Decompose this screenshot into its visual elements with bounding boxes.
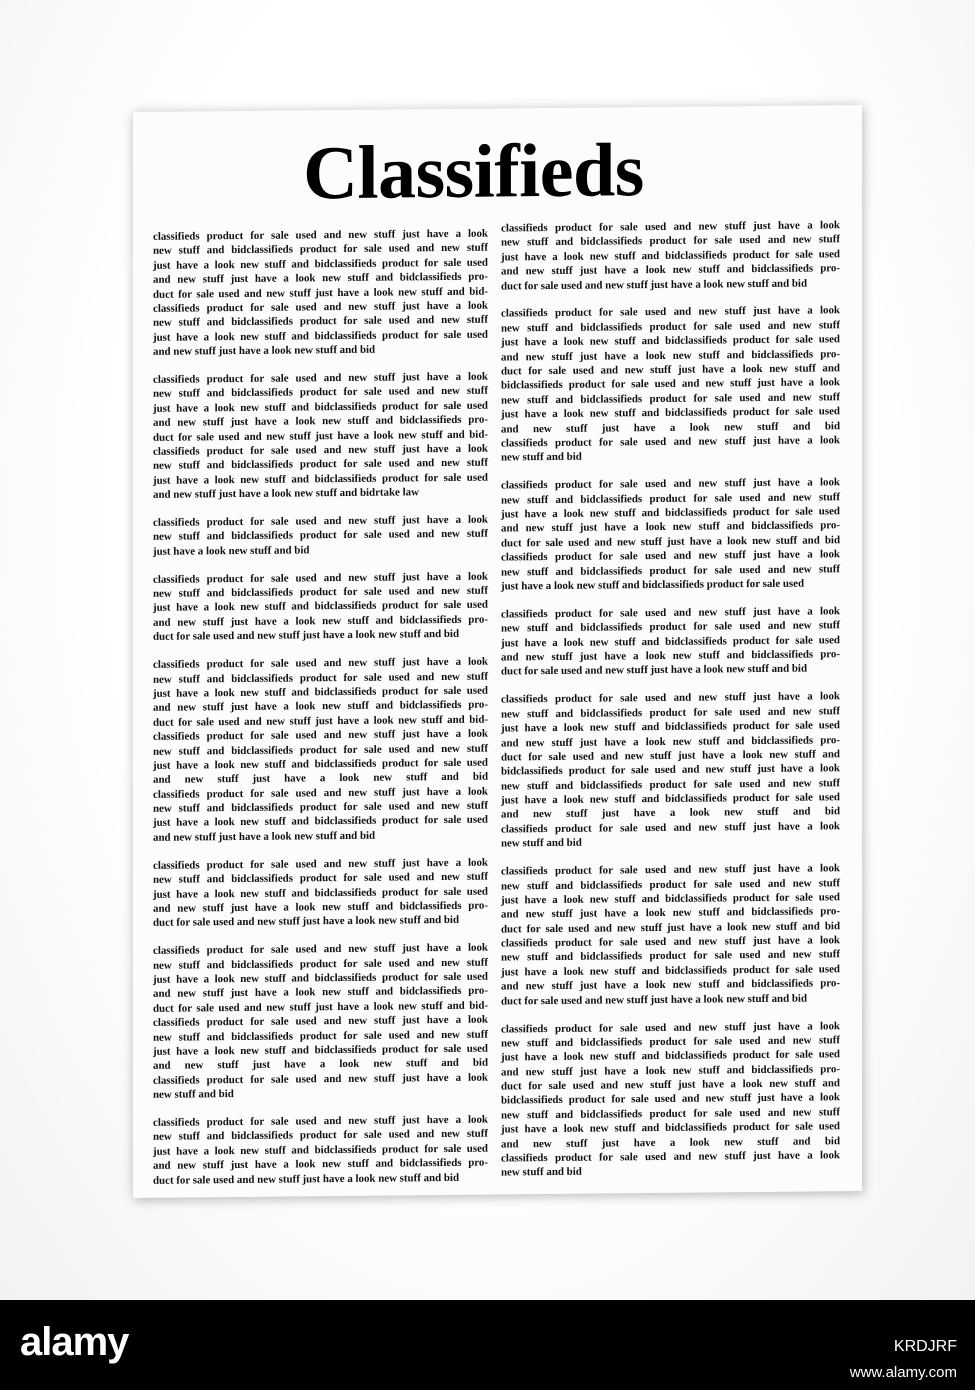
ad-text-line: new stuff and bidclassifieds product for sale used and new stuff <box>153 1028 488 1044</box>
ad-text-line: new stuff and bidclassifieds product for sale used and new stuff <box>501 490 840 507</box>
ad-text-line: classifieds product for sale used and new stuff just have a look <box>153 1013 488 1029</box>
ad-text-line: just have a look new stuff and bidclassifieds product for sale used <box>153 1142 488 1158</box>
ad-text-line: just have a look new stuff and bidclassifieds product for sale used <box>153 1042 488 1058</box>
ad-text-line: new stuff and bidclassifieds product for sale used and new stuff <box>153 670 488 686</box>
ad-text-line: just have a look new stuff and bidclassifieds product for sale used <box>153 328 488 344</box>
ad-text-line: just have a look new stuff and bidclassifieds product for sale used <box>153 885 488 901</box>
ad-text-line: classifieds product for sale used and new stuff just have a look <box>153 1071 488 1087</box>
classified-ad <box>153 655 488 845</box>
ad-text-line: just have a look new stuff and bidclassifieds product for sale used <box>501 963 840 979</box>
ad-text-line: classifieds product for sale used and new stuff just have a look <box>501 548 840 564</box>
ad-text-line: and new stuff just have a look new stuff and bid <box>153 829 376 844</box>
ad-text-line: and new stuff just have a look new stuff and bidclassifieds pro- <box>501 1062 840 1079</box>
ad-text-line: new stuff and bidclassifieds product for sale used and new stuff <box>501 233 840 249</box>
ad-text-line: just have a look new stuff and bidclassifieds product for sale used <box>153 756 488 772</box>
ad-text-line: and new stuff just have a look new stuff and bidclassifieds pro- <box>153 984 488 1001</box>
ad-text-line: classifieds product for sale used and new stuff just have a look <box>501 1149 840 1165</box>
ad-text-line: and new stuff just have a look new stuff and bid <box>153 343 376 358</box>
ad-text-line: classifieds product for sale used and new stuff just have a look <box>153 299 488 315</box>
ad-text-line: just have a look new stuff and bidclassifieds product for sale used <box>153 399 488 415</box>
ad-text-line: duct for sale used and new stuff just have a look new stuff and bid <box>501 662 807 678</box>
ad-text-line: duct for sale used and new stuff just have a look new stuff and bid <box>501 919 840 936</box>
ad-text-line: classifieds product for sale used and new stuff just have a look <box>153 1113 488 1129</box>
ad-text-line: classifieds product for sale used and new stuff just have a look <box>153 941 488 957</box>
ad-text-line: classifieds product for sale used and new stuff just have a look <box>501 476 840 492</box>
classified-ad <box>501 218 840 293</box>
ad-text-line: classifieds product for sale used and new stuff just have a look <box>501 862 840 878</box>
ad-text-line: just have a look new stuff and bidclassifieds product for sale used <box>501 247 840 264</box>
alamy-logo: alamy <box>20 1320 129 1364</box>
site-url: www.alamy.com <box>849 1364 957 1381</box>
ad-text-line: new stuff and bidclassifieds product for sale used and new stuff <box>501 876 840 892</box>
ad-text-line: classifieds product for sale used and new stuff just have a look <box>501 1019 840 1035</box>
ad-text-line: just have a look new stuff and bidclassifieds product for sale used <box>153 599 488 615</box>
classified-ad <box>153 370 488 503</box>
ad-text-line: and new stuff just have a look new stuff and bidclassifieds pro- <box>501 977 840 993</box>
ad-text-line: classifieds product for sale used and new stuff just have a look <box>153 513 488 529</box>
ad-text-line: and new stuff just have a look new stuff and bid <box>153 1056 488 1073</box>
classified-ad <box>153 1113 488 1188</box>
classified-ad <box>153 941 488 1103</box>
ad-text-line: classifieds product for sale used and new stuff just have a look <box>153 856 488 872</box>
ad-text-line: and new stuff just have a look new stuff and bid <box>501 1134 840 1151</box>
ad-text-line: just have a look new stuff and bidclassifieds product for sale used <box>153 814 488 830</box>
ad-text-line: new stuff and bidclassifieds product for sale used and new stuff <box>501 562 840 579</box>
ad-text-line: just have a look new stuff and bidclassifieds product for sale used <box>501 505 840 521</box>
ad-text-line: new stuff and bidclassifieds product for sale used and new stuff <box>501 1034 840 1050</box>
image-id: KRDJRF <box>893 1338 957 1355</box>
ad-text-line: duct for sale used and new stuff just have a look new stuff and bid- <box>153 285 488 301</box>
left-column <box>153 227 488 1202</box>
ad-text-line: new stuff and bid <box>501 1166 582 1179</box>
ad-text-line: new stuff and bid <box>501 451 582 464</box>
ad-text-line: new stuff and bidclassifieds product for sale used and new stuff <box>153 799 488 815</box>
ad-text-line: just have a look new stuff and bidclassifieds product for sale used <box>501 333 840 349</box>
ad-text-line: new stuff and bidclassifieds product for sale used and new stuff <box>501 776 840 793</box>
ad-text-line: and new stuff just have a look new stuff and bid <box>501 805 840 821</box>
ad-text-line: new stuff and bidclassifieds product for sale used and new stuff <box>501 1106 840 1122</box>
ad-text-line: and new stuff just have a look new stuff and bidrtake law <box>153 486 419 501</box>
classified-ad <box>153 513 488 559</box>
ad-text-line: and new stuff just have a look new stuff and bidclassifieds pro- <box>153 899 488 915</box>
classified-ad <box>501 690 840 852</box>
ad-text-line: duct for sale used and new stuff just have a look new stuff and bid <box>153 1171 459 1187</box>
ad-text-line: duct for sale used and new stuff just have a look new stuff and bid- <box>153 428 488 444</box>
ad-text-line: duct for sale used and new stuff just have a look new stuff and bid <box>153 914 459 930</box>
ad-text-line: bidclassifieds product for sale used and new stuff just have a look <box>501 1091 840 1107</box>
ad-text-line: and new stuff just have a look new stuff and bid <box>153 770 488 787</box>
ad-text-line: duct for sale used and new stuff just have a look new stuff and bid <box>501 534 840 550</box>
ad-text-line: and new stuff just have a look new stuff and bid <box>501 419 840 436</box>
ad-text-line: classifieds product for sale used and new stuff just have a look <box>501 820 840 836</box>
ad-text-line: and new stuff just have a look new stuff and bidclassifieds pro- <box>153 1156 488 1172</box>
classified-ad <box>501 304 840 466</box>
ad-text-line: and new stuff just have a look new stuff and bidclassifieds pro- <box>153 270 488 286</box>
ad-text-line: just have a look new stuff and bidclassifieds product for sale used <box>153 471 488 487</box>
ad-text-line: duct for sale used and new stuff just have a look new stuff and <box>501 748 840 764</box>
ad-text-line: new stuff and bidclassifieds product for sale used and new stuff <box>153 584 488 600</box>
ad-text-line: new stuff and bidclassifieds product for sale used and new stuff <box>153 313 488 330</box>
ad-text-line: just have a look new stuff and bidclassifieds product for sale used <box>153 256 488 272</box>
ad-text-line: and new stuff just have a look new stuff and bidclassifieds pro- <box>501 648 840 664</box>
ad-text-line: new stuff and bidclassifieds product for sale used and new stuff <box>153 742 488 758</box>
ad-text-line: new stuff and bidclassifieds product for sale used and new stuff <box>501 948 840 964</box>
ad-text-line: bidclassifieds product for sale used and new stuff just have a look <box>501 376 840 392</box>
ad-text-line: new stuff and bidclassifieds product for sale used and new stuff <box>153 870 488 886</box>
ad-text-line: just have a look new stuff and bidclassifieds product for sale used <box>501 1120 840 1136</box>
ad-text-line: duct for sale used and new stuff just have a look new stuff and bid <box>501 992 807 1008</box>
ad-text-line: bidclassifieds product for sale used and new stuff just have a look <box>501 762 840 778</box>
ad-text-line: just have a look new stuff and bidclassifieds product for sale used <box>501 577 805 593</box>
ad-text-line: and new stuff just have a look new stuff and bidclassifieds pro- <box>153 698 488 715</box>
ad-text-line: classifieds product for sale used and new stuff just have a look <box>153 370 488 386</box>
ad-text-line: just have a look new stuff and bidclassifieds product for sale used <box>153 970 488 986</box>
ad-text-line: just have a look new stuff and bidclassifieds product for sale used <box>501 719 840 735</box>
ad-text-line: classifieds product for sale used and new stuff just have a look <box>501 690 840 706</box>
ad-text-line: and new stuff just have a look new stuff and bidclassifieds pro- <box>501 347 840 364</box>
ad-text-line: classifieds product for sale used and new stuff just have a look <box>501 304 840 320</box>
ad-text-line: just have a look new stuff and bidclassifieds product for sale used <box>153 684 488 700</box>
classified-ad <box>501 475 840 593</box>
ad-text-line: duct for sale used and new stuff just have a look new stuff and <box>501 1077 840 1093</box>
ad-text-line: duct for sale used and new stuff just have a look new stuff and bid <box>501 277 807 293</box>
ad-text-line: new stuff and bidclassifieds product for sale used and new stuff <box>153 241 488 258</box>
ad-text-line: new stuff and bidclassifieds product for sale used and new stuff <box>153 456 488 473</box>
ad-text-line: classifieds product for sale used and new stuff just have a look <box>501 605 840 621</box>
ad-text-line: duct for sale used and new stuff just have a look new stuff and bid- <box>153 713 488 729</box>
classified-ad <box>501 604 840 679</box>
ad-text-line: classifieds product for sale used and new stuff just have a look <box>153 442 488 458</box>
ad-text-line: just have a look new stuff and bidclassifieds product for sale used <box>501 405 840 421</box>
watermark-bar <box>0 1300 975 1390</box>
ad-text-line: new stuff and bidclassifieds product for sale used and new stuff <box>501 704 840 721</box>
ad-text-line: and new stuff just have a look new stuff and bidclassifieds pro- <box>153 613 488 629</box>
ad-text-line: classifieds product for sale used and new stuff just have a look <box>153 727 488 743</box>
ad-text-line: just have a look new stuff and bid <box>153 544 310 558</box>
ad-text-line: duct for sale used and new stuff just have a look new stuff and bid <box>153 628 459 644</box>
ad-text-line: new stuff and bidclassifieds product for sale used and new stuff <box>501 619 840 635</box>
ad-text-line: new stuff and bidclassifieds product for sale used and new stuff <box>153 956 488 972</box>
ad-text-line: classifieds product for sale used and new stuff just have a look <box>501 934 840 950</box>
ad-text-line: just have a look new stuff and bidclassifieds product for sale used <box>501 791 840 807</box>
ad-text-line: and new stuff just have a look new stuff and bidclassifieds pro- <box>501 905 840 921</box>
classified-ad <box>153 855 488 930</box>
ad-text-line: new stuff and bidclassifieds product for sale used and new stuff <box>501 391 840 407</box>
ad-text-line: and new stuff just have a look new stuff and bidclassifieds pro- <box>153 413 488 429</box>
classified-ad <box>153 569 488 644</box>
ad-text-line: just have a look new stuff and bidclassifieds product for sale used <box>501 633 840 650</box>
ad-text-line: new stuff and bidclassifieds product for sale used and new stuff <box>501 319 840 335</box>
classified-ad <box>501 861 840 1008</box>
ad-text-line: just have a look new stuff and bidclassifieds product for sale used <box>501 1048 840 1064</box>
ad-text-line: duct for sale used and new stuff just have a look new stuff and bid- <box>153 999 488 1015</box>
ad-text-line: and new stuff just have a look new stuff and bidclassifieds pro- <box>501 262 840 278</box>
ad-text-line: classifieds product for sale used and new stuff just have a look <box>501 434 840 450</box>
ad-text-line: just have a look new stuff and bidclassifieds product for sale used <box>501 891 840 907</box>
ad-text-line: new stuff and bid <box>153 1088 234 1101</box>
page-title: Classifieds <box>303 128 644 216</box>
classified-ad <box>153 227 488 360</box>
ad-text-line: new stuff and bidclassifieds product for sale used and new stuff <box>153 384 488 401</box>
right-column <box>501 218 840 1194</box>
newspaper-page <box>133 105 862 1198</box>
ad-text-line: classifieds product for sale used and new stuff just have a look <box>153 655 488 671</box>
ad-text-line: classifieds product for sale used and new stuff just have a look <box>501 219 840 235</box>
ad-text-line: and new stuff just have a look new stuff and bidclassifieds pro- <box>501 733 840 749</box>
ad-text-line: classifieds product for sale used and new stuff just have a look <box>153 785 488 801</box>
ad-text-line: new stuff and bid <box>501 836 582 850</box>
ad-text-line: classifieds product for sale used and new stuff just have a look <box>153 227 488 243</box>
ad-text-line: duct for sale used and new stuff just have a look new stuff and <box>501 362 840 378</box>
ad-text-line: and new stuff just have a look new stuff and bidclassifieds pro- <box>501 519 840 535</box>
classified-ad <box>501 1019 840 1181</box>
ad-text-line: new stuff and bidclassifieds product for sale used and new stuff <box>153 1127 488 1144</box>
ad-text-line: classifieds product for sale used and new stuff just have a look <box>153 570 488 586</box>
ad-text-line: new stuff and bidclassifieds product for sale used and new stuff <box>153 528 488 544</box>
